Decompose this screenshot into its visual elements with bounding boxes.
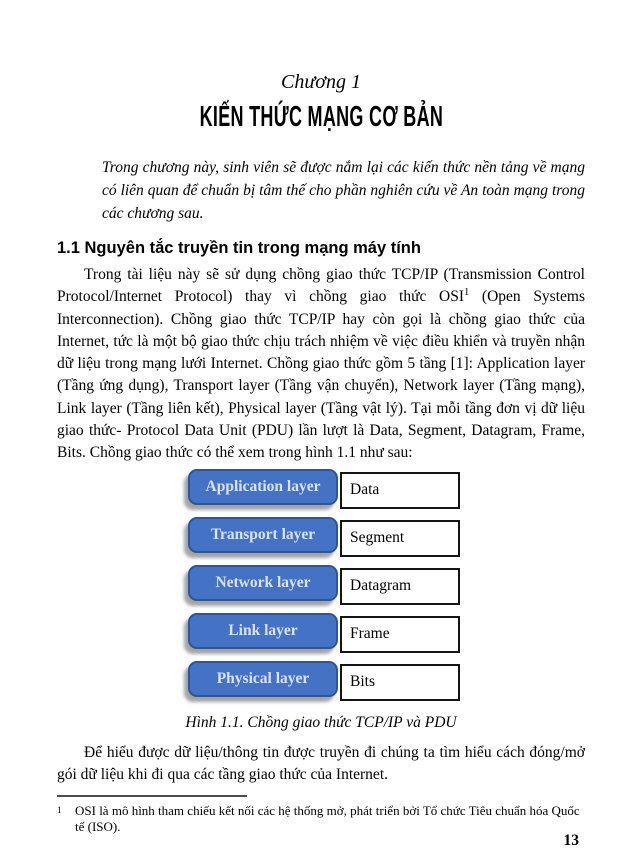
page-number: 13 [563, 832, 579, 849]
footnote [57, 803, 585, 835]
figure-tcpip-stack [188, 469, 468, 698]
paragraph-1-text: Trong tài liệu này sẽ sử dụng chồng giao thức TCP/IP (Transmission Control Protocol/Internet Protocol) thay vì chồng giao thức OSI [57, 266, 585, 306]
intro-quote: Trong chương này, sinh viên sẽ được nắm lại các kiến thức nền tảng về mạng có liên quan để chuẩn bị tâm thế cho phần nghiên cứu về An toàn mạng trong các chương sau. [102, 159, 585, 222]
paragraph-1 [57, 264, 585, 465]
pdu-box-segment: Segment [340, 520, 460, 557]
section-heading: 1.1 Nguyên tắc truyền tin trong mạng máy tính [57, 239, 421, 257]
chapter-title-text: KIẾN THỨC MẠNG CƠ BẢN [199, 101, 443, 133]
footnote-separator [57, 795, 247, 797]
figure-row [188, 661, 468, 698]
layer-box-link: Link layer [188, 613, 338, 649]
pdu-box-datagram: Datagram [340, 568, 460, 605]
figure-caption: Hình 1.1. Chồng giao thức TCP/IP và PDU [185, 713, 457, 731]
footnote-marker: 1 [57, 806, 62, 817]
pdu-box-bits: Bits [340, 664, 460, 701]
paragraph-2: Để hiểu được dữ liệu/thông tin được truyền đi chúng ta tìm hiểu cách đóng/mở gói dữ liệu khi đi qua các tầng giao thức của Internet. [57, 743, 585, 783]
chapter-title [57, 101, 585, 133]
layer-box-physical: Physical layer [188, 661, 338, 697]
layer-box-network: Network layer [188, 565, 338, 601]
footnote-text: OSI là mô hình tham chiếu kết nối các hệ thống mở, phát triển bởi Tổ chức Tiêu chuẩn hóa Quốc tế (ISO). [75, 803, 580, 835]
figure-row [188, 469, 468, 506]
figure-row [188, 613, 468, 650]
pdu-box-data: Data [340, 472, 460, 509]
layer-box-application: Application layer [188, 469, 338, 505]
chapter-label: Chương 1 [281, 71, 361, 93]
footnote-reference: 1 [464, 287, 470, 299]
pdu-box-frame: Frame [340, 616, 460, 653]
figure-row [188, 565, 468, 602]
paragraph-1-continued: (Open Systems Interconnection). Chồng giao thức TCP/IP hay còn gọi là chồng giao thức của Internet, tức là một bộ giao thức chịu trách nhiệm về việc điều khiển và truyền nhận dữ liệu trong mạng lưới Internet. Chồng giao thức gồm 5 tầng [1]: Application layer (Tầng ứng dụng), Transport layer (Tầng vận chuyển), Network layer (Tầng mạng), Link layer (Tầng liên kết), Physical layer (Tầng vật lý). Tại mỗi tầng đơn vị dữ liệu giao thức- Protocol Data Unit (PDU) lần lượt là Data, Segment, Datagram, Frame, Bits. Chồng giao thức có thể xem trong hình 1.1 như sau: [57, 288, 585, 462]
layer-box-transport: Transport layer [188, 517, 338, 553]
figure-row [188, 517, 468, 554]
